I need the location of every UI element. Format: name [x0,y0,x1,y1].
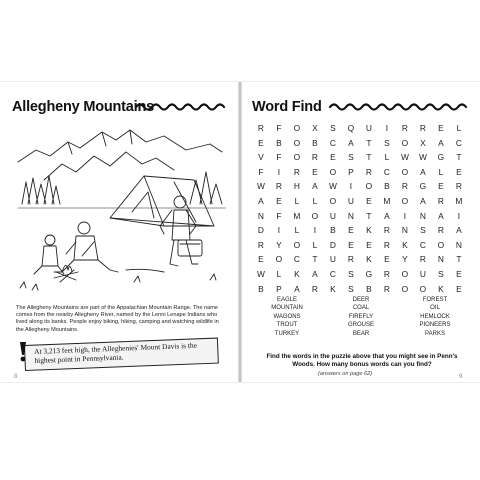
grid-letter: R [401,181,409,192]
grid-letter: I [277,225,281,236]
grid-letter: O [401,283,409,294]
grid-letter: O [311,210,319,221]
grid-letter: I [385,123,389,133]
exclamation-icon [16,341,30,363]
grid-letter: O [329,166,337,177]
grid-letter: R [383,283,391,294]
grid-letter: C [329,137,337,148]
grid-letter: E [366,195,372,206]
grid-letter: R [293,166,301,177]
grid-letter: S [348,152,354,163]
grid-letter: L [276,268,282,279]
word-column [324,296,398,338]
grid-letter: E [348,225,354,236]
grid-letter: C [383,166,391,177]
grid-row [252,121,468,136]
grid-letter: T [366,210,372,221]
grid-letter: E [384,254,390,265]
grid-letter: R [383,239,391,250]
grid-row [252,267,468,282]
grid-letter: T [366,137,372,148]
word-list [250,296,472,338]
grid-letter: I [349,181,353,192]
grid-letter: L [312,239,318,250]
grid-letter: W [400,152,410,163]
grid-letter: A [312,268,318,279]
grid-letter: L [312,195,318,206]
word-item: PARKS [425,330,445,337]
grid-letter: C [455,137,463,148]
left-page-title: Allegheny Mountains [12,99,155,115]
grid-letter: E [276,195,282,206]
grid-letter: U [419,268,427,279]
grid-letter: N [455,239,463,250]
word-search-grid [252,121,468,296]
grid-letter: R [455,181,463,192]
grid-letter: B [312,137,318,148]
grid-letter: M [383,195,391,206]
grid-letter: G [365,268,373,279]
grid-letter: R [401,123,409,133]
grid-letter: H [293,181,301,192]
word-item: BEAR [352,330,370,337]
grid-letter: K [438,283,444,294]
grid-letter: Y [402,254,408,265]
grid-letter: P [348,166,354,177]
grid-row [252,223,468,238]
grid-letter: N [437,254,445,265]
grid-letter: S [384,137,390,148]
grid-letter: A [312,181,318,192]
fact-callout [14,340,226,373]
grid-letter: F [276,123,282,133]
grid-letter: O [437,239,445,250]
grid-letter: O [275,254,283,265]
grid-letter: T [456,254,462,265]
grid-letter: A [294,283,300,294]
word-item: FIREFLY [348,313,374,320]
grid-letter: E [456,268,462,279]
grid-letter: M [455,195,463,206]
grid-letter: B [330,225,336,236]
grid-letter: N [257,210,265,221]
right-page-title: Word Find [252,99,322,115]
grid-letter: E [312,166,318,177]
grid-letter: B [276,137,282,148]
right-page-number: 9 [459,374,463,380]
grid-row [252,282,468,297]
wave-decoration [328,100,472,112]
grid-letter: K [366,225,372,236]
grid-letter: F [276,152,282,163]
grid-letter: O [293,239,301,250]
grid-letter: X [420,137,426,148]
word-item: DEER [352,297,370,303]
grid-letter: U [365,123,373,133]
word-item: HEMLOCK [420,313,450,320]
word-item: EAGLE [276,297,297,303]
grid-letter: T [312,254,318,265]
grid-letter: E [438,181,444,192]
grid-letter: S [348,268,354,279]
grid-letter: N [419,210,427,221]
grid-letter: R [419,254,427,265]
grid-letter: A [384,210,390,221]
grid-letter: O [293,123,301,133]
word-item: GROUSE [347,322,374,329]
word-column [250,296,324,338]
grid-letter: O [401,268,409,279]
grid-letter: C [329,268,337,279]
grid-letter: T [366,152,372,163]
grid-letter: E [366,239,372,250]
grid-letter: L [384,152,390,163]
word-item: MOUNTAIN [271,305,303,312]
fact-text: At 3,213 feet high, the Alleghenies' Mount Davis is the highest point in Pennsylvania. [33,340,198,365]
word-item: TROUT [276,322,298,329]
grid-letter: G [419,181,427,192]
grid-letter: A [348,137,354,148]
grid-letter: R [347,254,355,265]
grid-letter: R [419,123,427,133]
grid-letter: O [419,283,427,294]
grid-letter: R [383,268,391,279]
grid-row [252,179,468,194]
word-find-instructions: Find the words in the puzzle above that you might see in Penn's Woods. How many bonus words can you find? [266,353,458,368]
grid-letter: G [437,152,445,163]
word-item: PIONEERS [419,322,451,329]
grid-letter: O [329,195,337,206]
grid-letter: K [402,239,408,250]
grid-letter: O [401,166,409,177]
grid-letter: Q [347,123,355,133]
grid-letter: B [366,283,372,294]
camping-illustration [14,122,226,298]
grid-letter: I [313,225,317,236]
grid-letter: L [294,225,300,236]
grid-letter: O [365,181,373,192]
grid-letter: R [275,181,283,192]
grid-letter: F [258,166,264,177]
word-item: OIL [430,305,440,312]
grid-letter: K [330,283,336,294]
grid-letter: X [312,123,318,133]
grid-row [252,238,468,253]
grid-letter: I [277,166,281,177]
grid-letter: C [293,254,301,265]
grid-letter: O [401,137,409,148]
grid-letter: R [257,239,265,250]
grid-letter: S [348,283,354,294]
grid-letter: E [438,123,444,133]
grid-letter: S [330,123,336,133]
grid-letter: L [456,123,462,133]
grid-letter: P [276,283,282,294]
word-item: COAL [352,305,370,312]
grid-letter: D [329,239,337,250]
left-page-number: 8 [14,374,18,380]
grid-letter: Y [276,239,282,250]
grid-letter: D [257,225,265,236]
answers-note: (answers on page 62) [318,371,373,377]
grid-letter: W [256,181,266,192]
grid-letter: O [293,137,301,148]
left-page-body: The Allegheny Mountains are part of the Appalachian Mountain Range. The name comes from the nearby Allegheny River, named by the Lenni Lenape Indians who lived along its banks. People enjoy biking, hiking, camping and watching wildlife in the Allegheny Mountains. [16,305,219,333]
grid-letter: L [438,166,444,177]
book-gutter [238,82,242,382]
grid-letter: R [437,195,445,206]
grid-letter: R [311,152,319,163]
grid-letter: N [347,210,355,221]
grid-letter: W [418,152,428,163]
grid-letter: U [329,254,337,265]
grid-letter: R [437,225,445,236]
grid-letter: U [347,195,355,206]
grid-letter: E [258,254,264,265]
grid-row [252,209,468,224]
grid-letter: O [293,152,301,163]
grid-letter: O [401,195,409,206]
grid-letter: E [258,137,264,148]
grid-letter: E [456,166,462,177]
grid-letter: F [276,210,282,221]
grid-letter: W [328,181,338,192]
grid-letter: A [420,166,426,177]
grid-letter: S [438,268,444,279]
grid-letter: B [384,181,390,192]
grid-letter: R [383,225,391,236]
grid-letter: U [329,210,337,221]
grid-letter: R [365,166,373,177]
grid-letter: E [348,239,354,250]
grid-letter: R [257,123,265,133]
grid-letter: E [330,152,336,163]
grid-row [252,136,468,151]
grid-letter: I [457,210,461,221]
grid-letter: W [256,268,266,279]
wave-decoration [134,100,232,112]
grid-letter: A [438,137,444,148]
grid-letter: S [420,225,426,236]
grid-letter: A [438,210,444,221]
word-item: FOREST [422,297,448,303]
grid-letter: I [403,210,407,221]
grid-letter: K [366,254,372,265]
grid-row [252,194,468,209]
grid-letter: K [294,268,300,279]
grid-row [252,165,468,180]
grid-letter: L [294,195,300,206]
grid-letter: A [258,195,264,206]
grid-letter: A [456,225,462,236]
grid-letter: R [311,283,319,294]
grid-letter: N [401,225,409,236]
grid-letter: T [456,152,462,163]
word-column [398,296,472,338]
word-item: WAGONS [273,313,301,320]
grid-row [252,252,468,267]
grid-letter: M [293,210,301,221]
grid-letter: E [456,283,462,294]
grid-letter: V [258,152,264,163]
grid-letter: B [258,283,264,294]
grid-letter: C [419,239,427,250]
grid-row [252,150,468,165]
grid-letter: A [420,195,426,206]
word-item: TURKEY [274,330,300,337]
